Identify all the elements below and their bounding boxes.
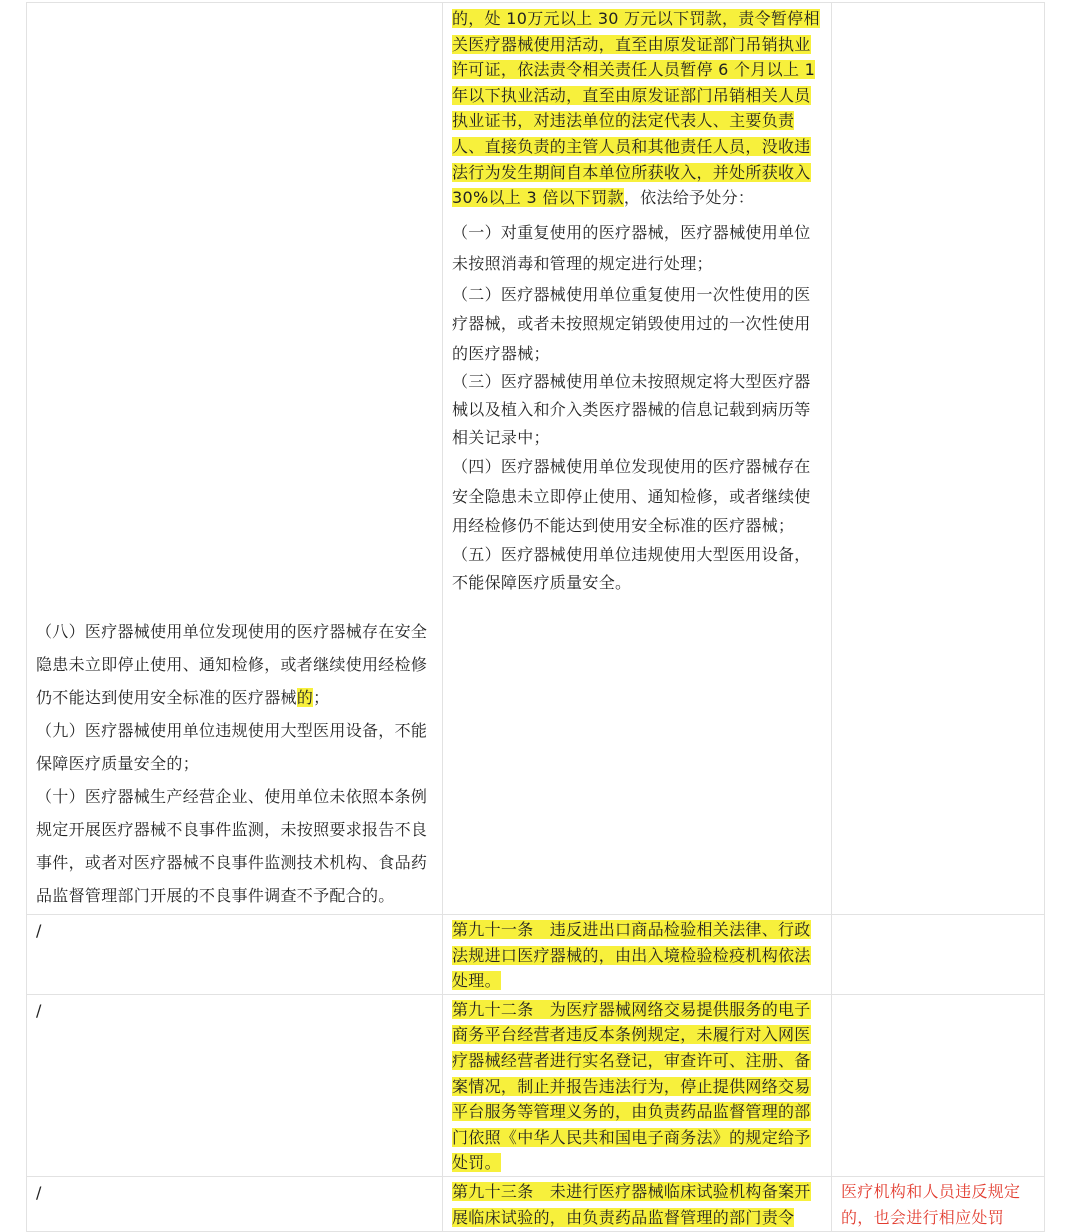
new-item-4: （四）医疗器械使用单位发现使用的医疗器械存在安全隐患未立即停止使用、通知检修，或者继续使用经检修仍不能达到使用安全标准的医疗器械； bbox=[452, 457, 811, 536]
table-row bbox=[27, 3, 1045, 915]
note-cell bbox=[832, 994, 1045, 1176]
old-text-cell bbox=[27, 3, 443, 915]
new-text-cell bbox=[443, 3, 832, 915]
note-cell bbox=[832, 915, 1045, 995]
highlighted-char: 的 bbox=[296, 688, 314, 707]
new-item-1: （一）对重复使用的医疗器械，医疗器械使用单位未按照消毒和管理的规定进行处理； bbox=[452, 222, 811, 274]
old-text-cell: / bbox=[27, 915, 443, 995]
old-text-cell: / bbox=[27, 994, 443, 1176]
table-row bbox=[27, 915, 1045, 995]
table-row bbox=[27, 994, 1045, 1176]
note-cell bbox=[832, 3, 1045, 915]
old-item-10: （十）医疗器械生产经营企业、使用单位未依照本条例规定开展医疗器械不良事件监测，未按照要求报告不良事件，或者对医疗器械不良事件监测技术机构、食品药品监督管理部门开展的不良事件调查不予配合的。 bbox=[36, 787, 428, 905]
new-item-2: （二）医疗器械使用单位重复使用一次性使用的医疗器械，或者未按照规定销毁使用过的一次性使用的医疗器械； bbox=[452, 284, 811, 363]
old-item-9: （九）医疗器械使用单位违规使用大型医用设备，不能保障医疗质量安全的； bbox=[36, 721, 428, 773]
new-article-92: 第九十二条 为医疗器械网络交易提供服务的电子商务平台经营者违反本条例规定，未履行对入网医疗器械经营者进行实名登记，审查许可、注册、备案情况，制止并报告违法行为，停止提供网络交易平台服务等管理义务的，由负责药品监督管理的部门依照《中华人民共和国电子商务法》的规定给予处罚。 bbox=[452, 999, 811, 1173]
new-item-3: （三）医疗器械使用单位未按照规定将大型医疗器械以及植入和介入类医疗器械的信息记载到病历等相关记录中； bbox=[452, 372, 811, 448]
new-text-cell bbox=[443, 1176, 832, 1231]
table-row bbox=[27, 1176, 1045, 1231]
new-text-cell bbox=[443, 915, 832, 995]
red-note: 医疗机构和人员违反规定的，也会进行相应处罚 bbox=[841, 1181, 1021, 1227]
note-cell bbox=[832, 1176, 1045, 1231]
old-text-cell: / bbox=[27, 1176, 443, 1231]
old-item-8: （八）医疗器械使用单位发现使用的医疗器械存在安全隐患未立即停止使用、通知检修，或者继续使用经检修仍不能达到使用安全标准的医疗器械的； bbox=[36, 622, 428, 707]
new-article-91: 第九十一条 违反进出口商品检验相关法律、行政法规进口医疗器械的，由出入境检验检疫机构依法处理。 bbox=[452, 920, 811, 991]
new-text-cell bbox=[443, 994, 832, 1176]
new-article-penalty: 的，处 10万元以上 30 万元以下罚款，责令暂停相关医疗器械使用活动，直至由原发证部门吊销执业许可证，依法责令相关责任人员暂停 6 个月以上 1 年以下执业活动，直至由原发证部门吊销相关人员执业证书，对违法单位的法定代表人、主要负责人、直接负责的主管人员和其他责任人员，没收违法行为发生期间自本单位所获收入，并处所获收入 30%以上 3 倍以下罚款，依法给予处分： bbox=[452, 9, 820, 208]
comparison-table bbox=[26, 2, 1045, 1232]
new-article-93: 第九十三条 未进行医疗器械临床试验机构备案开展临床试验的，由负责药品监督管理的部门责令 bbox=[452, 1181, 811, 1227]
new-item-5: （五）医疗器械使用单位违规使用大型医用设备，不能保障医疗质量安全。 bbox=[452, 544, 811, 592]
